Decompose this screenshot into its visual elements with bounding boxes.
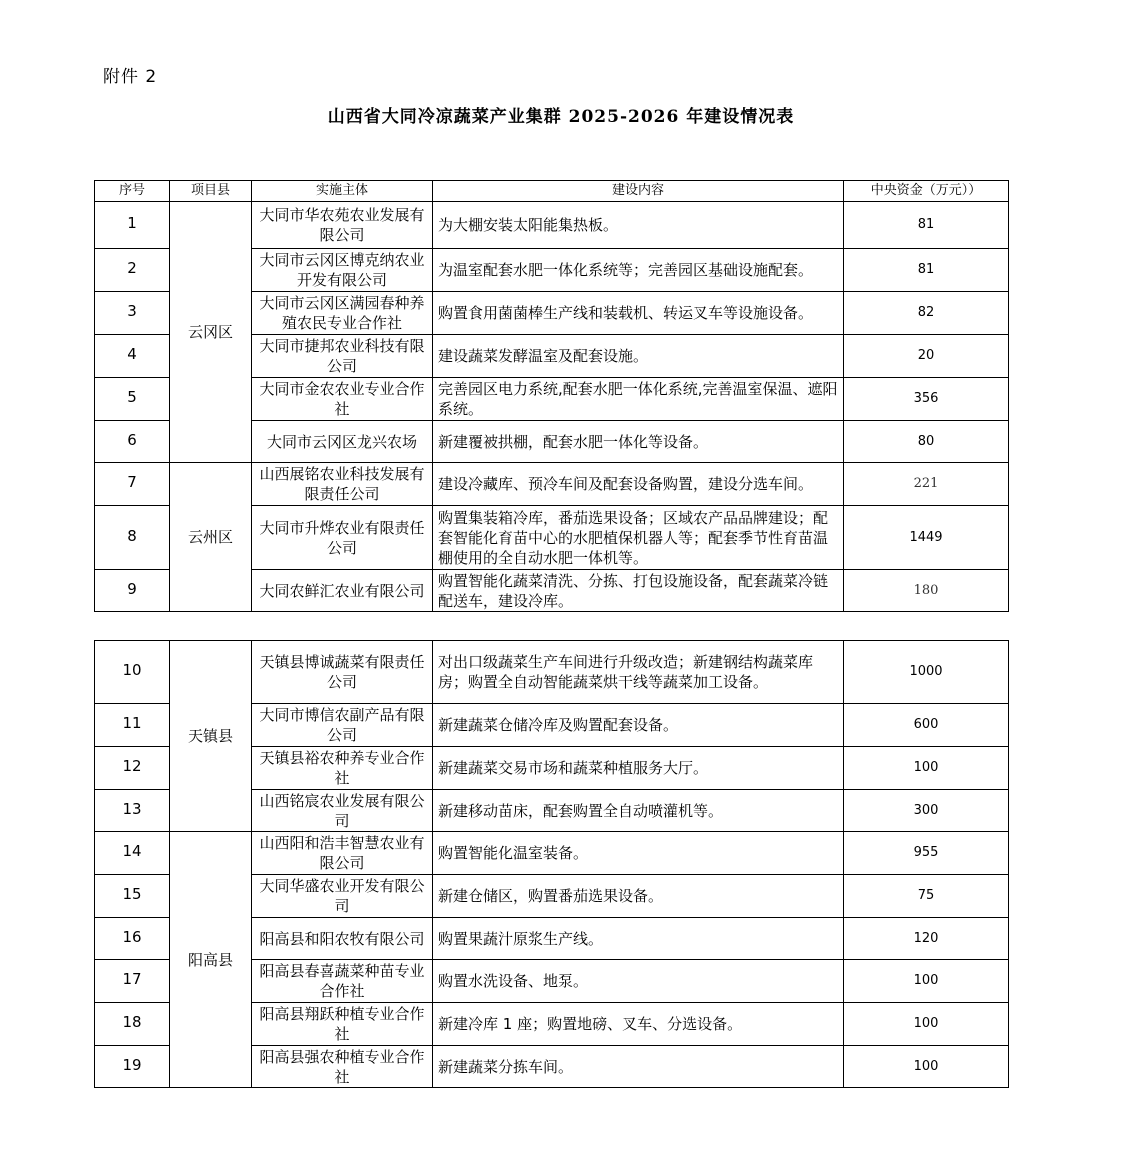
row-amount: 81 xyxy=(844,202,1009,249)
row-amount: 180 xyxy=(844,570,1009,612)
row-content: 为温室配套水肥一体化系统等；完善园区基础设施配套。 xyxy=(433,249,844,292)
table-row xyxy=(95,202,1009,249)
row-entity: 大同农鲜汇农业有限公司 xyxy=(252,570,433,612)
row-amount: 100 xyxy=(844,960,1009,1003)
row-serial: 16 xyxy=(95,918,170,960)
county-cell: 阳高县 xyxy=(170,832,252,1088)
row-entity: 天镇县裕农种养专业合作社 xyxy=(252,747,433,790)
header-serial: 序号 xyxy=(95,181,170,202)
row-entity: 大同市博信农副产品有限公司 xyxy=(252,704,433,747)
row-amount: 80 xyxy=(844,421,1009,463)
header-content: 建设内容 xyxy=(433,181,844,202)
row-content: 新建冷库 1 座；购置地磅、叉车、分选设备。 xyxy=(433,1003,844,1046)
row-entity: 大同市云冈区满园春种养殖农民专业合作社 xyxy=(252,292,433,335)
row-serial: 3 xyxy=(95,292,170,335)
row-serial: 15 xyxy=(95,875,170,918)
row-content: 购置集装箱冷库，番茄选果设备；区域农产品品牌建设；配套智能化育苗中心的水肥植保机器人等；配套季节性育苗温棚使用的全自动水肥一体机等。 xyxy=(433,506,844,570)
row-entity: 山西阳和浩丰智慧农业有限公司 xyxy=(252,832,433,875)
row-content: 建设冷藏库、预冷车间及配套设备购置，建设分选车间。 xyxy=(433,463,844,506)
row-serial: 14 xyxy=(95,832,170,875)
row-content: 为大棚安装太阳能集热板。 xyxy=(433,202,844,249)
row-amount: 600 xyxy=(844,704,1009,747)
row-content: 购置水洗设备、地泵。 xyxy=(433,960,844,1003)
row-content: 新建仓储区，购置番茄选果设备。 xyxy=(433,875,844,918)
row-serial: 7 xyxy=(95,463,170,506)
row-entity: 阳高县翔跃种植专业合作社 xyxy=(252,1003,433,1046)
county-cell: 天镇县 xyxy=(170,641,252,832)
row-serial: 2 xyxy=(95,249,170,292)
row-entity: 大同市云冈区博克纳农业开发有限公司 xyxy=(252,249,433,292)
row-amount: 100 xyxy=(844,1003,1009,1046)
row-serial: 5 xyxy=(95,378,170,421)
row-amount: 221 xyxy=(844,463,1009,506)
row-content: 新建蔬菜分拣车间。 xyxy=(433,1046,844,1088)
row-amount: 120 xyxy=(844,918,1009,960)
row-amount: 100 xyxy=(844,1046,1009,1088)
row-content: 新建蔬菜交易市场和蔬菜种植服务大厅。 xyxy=(433,747,844,790)
document-title: 山西省大同冷凉蔬菜产业集群 2025-2026 年建设情况表 xyxy=(327,107,795,127)
annex-label: 附件 2 xyxy=(103,67,158,87)
table-header-row xyxy=(95,181,1009,202)
row-serial: 13 xyxy=(95,790,170,832)
row-content: 购置智能化温室装备。 xyxy=(433,832,844,875)
row-entity: 大同市升烨农业有限责任公司 xyxy=(252,506,433,570)
row-amount: 81 xyxy=(844,249,1009,292)
row-content: 购置果蔬汁原浆生产线。 xyxy=(433,918,844,960)
row-entity: 大同市华农苑农业发展有限公司 xyxy=(252,202,433,249)
row-serial: 8 xyxy=(95,506,170,570)
row-content: 购置食用菌菌棒生产线和装载机、转运叉车等设施设备。 xyxy=(433,292,844,335)
row-amount: 1000 xyxy=(844,641,1009,704)
row-serial: 6 xyxy=(95,421,170,463)
row-serial: 18 xyxy=(95,1003,170,1046)
row-entity: 阳高县和阳农牧有限公司 xyxy=(252,918,433,960)
construction-table-part-1 xyxy=(94,180,1009,612)
table-row xyxy=(95,463,1009,506)
row-serial: 11 xyxy=(95,704,170,747)
row-content: 建设蔬菜发酵温室及配套设施。 xyxy=(433,335,844,378)
row-content: 对出口级蔬菜生产车间进行升级改造；新建钢结构蔬菜库房；购置全自动智能蔬菜烘干线等蔬菜加工设备。 xyxy=(433,641,844,704)
row-amount: 356 xyxy=(844,378,1009,421)
row-amount: 82 xyxy=(844,292,1009,335)
row-amount: 1449 xyxy=(844,506,1009,570)
county-cell: 云州区 xyxy=(170,463,252,612)
header-entity: 实施主体 xyxy=(252,181,433,202)
row-entity: 天镇县博诚蔬菜有限责任公司 xyxy=(252,641,433,704)
row-entity: 山西铭宸农业发展有限公司 xyxy=(252,790,433,832)
row-serial: 1 xyxy=(95,202,170,249)
row-content: 新建蔬菜仓储冷库及购置配套设备。 xyxy=(433,704,844,747)
row-entity: 大同市捷邦农业科技有限公司 xyxy=(252,335,433,378)
table-row xyxy=(95,832,1009,875)
row-content: 新建覆被拱棚，配套水肥一体化等设备。 xyxy=(433,421,844,463)
row-entity: 阳高县强农种植专业合作社 xyxy=(252,1046,433,1088)
row-amount: 955 xyxy=(844,832,1009,875)
row-serial: 10 xyxy=(95,641,170,704)
row-entity: 大同市云冈区龙兴农场 xyxy=(252,421,433,463)
row-amount: 300 xyxy=(844,790,1009,832)
row-serial: 19 xyxy=(95,1046,170,1088)
table-row xyxy=(95,641,1009,704)
header-amount: 中央资金（万元）） xyxy=(844,181,1009,202)
row-amount: 100 xyxy=(844,747,1009,790)
row-content: 新建移动苗床，配套购置全自动喷灌机等。 xyxy=(433,790,844,832)
row-entity: 大同华盛农业开发有限公司 xyxy=(252,875,433,918)
row-amount: 20 xyxy=(844,335,1009,378)
row-content: 完善园区电力系统,配套水肥一体化系统,完善温室保温、遮阳系统。 xyxy=(433,378,844,421)
row-serial: 17 xyxy=(95,960,170,1003)
row-entity: 山西展铭农业科技发展有限责任公司 xyxy=(252,463,433,506)
construction-table-part-2 xyxy=(94,640,1009,1088)
row-amount: 75 xyxy=(844,875,1009,918)
row-serial: 9 xyxy=(95,570,170,612)
row-entity: 大同市金农农业专业合作社 xyxy=(252,378,433,421)
row-serial: 4 xyxy=(95,335,170,378)
row-serial: 12 xyxy=(95,747,170,790)
row-entity: 阳高县春喜蔬菜种苗专业合作社 xyxy=(252,960,433,1003)
row-content: 购置智能化蔬菜清洗、分拣、打包设施设备，配套蔬菜冷链配送车，建设冷库。 xyxy=(433,570,844,612)
county-cell: 云冈区 xyxy=(170,202,252,463)
header-county: 项目县 xyxy=(170,181,252,202)
